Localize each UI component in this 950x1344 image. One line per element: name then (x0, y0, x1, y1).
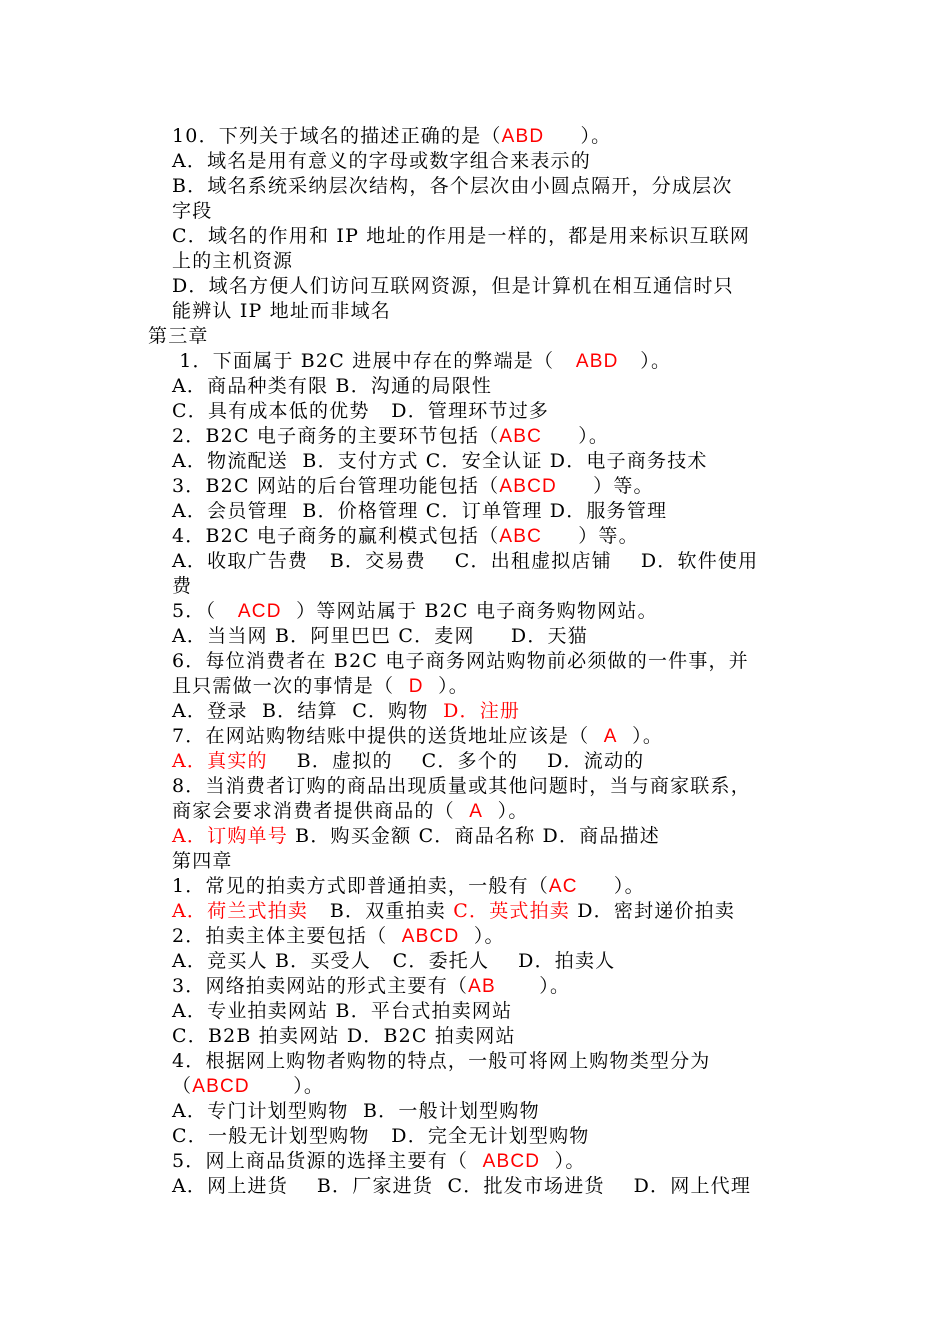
answer: ABCD (401, 926, 460, 947)
answer: A (469, 801, 484, 822)
option-line: A．当当网 B．阿里巴巴 C．麦网 D．天猫 (172, 625, 588, 647)
answer: ABC (499, 426, 542, 447)
question-stem: 2．B2C 电子商务的主要环节包括（ABC ）。 (172, 425, 610, 447)
option-line: A．订购单号 B．购买金额 C．商品名称 D．商品描述 (172, 825, 660, 847)
answer-option: D．注册 (443, 700, 521, 722)
answer: A (603, 726, 618, 747)
question-10-stem: 10．下列关于域名的描述正确的是（ABD ）。 (172, 125, 612, 147)
option-line: 费 (172, 575, 193, 597)
question-stem: 7．在网站购物结账中提供的送货地址应该是（ A ）。 (172, 725, 664, 747)
option-line: A．荷兰式拍卖 B．双重拍卖 C．英式拍卖 D．密封递价拍卖 (172, 900, 736, 922)
option-line: B．域名系统采纳层次结构，各个层次由小圆点隔开，分成层次 (172, 175, 733, 197)
answer: ABD (575, 351, 619, 372)
question-stem: 6．每位消费者在 B2C 电子商务网站购物前必须做的一件事，并 (172, 650, 749, 672)
option-line: C．B2B 拍卖网站 D．B2C 拍卖网站 (172, 1025, 516, 1047)
option-line: A．网上进货 B．厂家进货 C．批发市场进货 D．网上代理 (172, 1175, 752, 1197)
option-line: 字段 (172, 200, 213, 222)
chapter-4-title: 第四章 (172, 850, 233, 872)
answer-option: C．英式拍卖 (453, 900, 570, 922)
answer: ACD (237, 601, 282, 622)
answer: D (408, 676, 424, 697)
question-stem: 1．下面属于 B2C 进展中存在的弊端是（ ABD ）。 (172, 350, 672, 372)
answer: ABCD (482, 1151, 541, 1172)
option-line: 能辨认 IP 地址而非域名 (172, 300, 391, 322)
option-line: A．物流配送 B．支付方式 C．安全认证 D．电子商务技术 (172, 450, 708, 472)
question-stem: 5．网上商品货源的选择主要有（ ABCD ）。 (172, 1150, 586, 1172)
option-line: C．具有成本低的优势 D．管理环节过多 (172, 400, 550, 422)
question-stem: 2．拍卖主体主要包括（ ABCD ）。 (172, 925, 505, 947)
option-line: A．竞买人 B．买受人 C．委托人 D．拍卖人 (172, 950, 616, 972)
question-stem: （ABCD ）。 (172, 1075, 325, 1097)
answer-option: A．订购单号 (172, 825, 288, 847)
option-line: A．会员管理 B．价格管理 C．订单管理 D．服务管理 (172, 500, 668, 522)
answer-option: A．荷兰式拍卖 (172, 900, 309, 922)
option-line: A．专门计划型购物 B．一般计划型购物 (172, 1100, 540, 1122)
option-line: 上的主机资源 (172, 250, 294, 272)
answer: ABCD (192, 1076, 250, 1097)
option-line: C．一般无计划型购物 D．完全无计划型购物 (172, 1125, 590, 1147)
question-stem: 3．B2C 网站的后台管理功能包括（ABCD ）等。 (172, 475, 654, 497)
question-stem: 8．当消费者订购的商品出现质量或其他问题时，当与商家联系， (172, 775, 751, 797)
option-line: A．域名是用有意义的字母或数字组合来表示的 (172, 150, 591, 172)
question-stem: 4．B2C 电子商务的赢利模式包括（ABC ）等。 (172, 525, 639, 547)
option-line: A．收取广告费 B．交易费 C．出租虚拟店铺 D．软件使用 (172, 550, 759, 572)
option-line: A．登录 B．结算 C．购物 D．注册 (172, 700, 521, 722)
option-line: A．商品种类有限 B．沟通的局限性 (172, 375, 493, 397)
option-line: A．专业拍卖网站 B．平台式拍卖网站 (172, 1000, 513, 1022)
answer: ABC (499, 526, 542, 547)
answer: AC (548, 876, 578, 897)
question-stem: 4．根据网上购物者购物的特点，一般可将网上购物类型分为 (172, 1050, 711, 1072)
option-line: C．域名的作用和 IP 地址的作用是一样的，都是用来标识互联网 (172, 225, 751, 247)
answer: AB (468, 976, 496, 997)
answer: ABD (501, 126, 545, 147)
answer: ABCD (499, 476, 557, 497)
answer-option: A．真实的 (172, 750, 268, 772)
question-stem: 且只需做一次的事情是（ D ）。 (172, 675, 469, 697)
question-stem: 5．（ ACD ）等网站属于 B2C 电子商务购物网站。 (172, 600, 658, 622)
question-stem: 1．常见的拍卖方式即普通拍卖，一般有（AC ）。 (172, 875, 645, 897)
chapter-3-title: 第三章 (148, 325, 209, 347)
question-stem: 商家会要求消费者提供商品的（ A ）。 (172, 800, 529, 822)
option-line: A．真实的 B．虚拟的 C．多个的 D．流动的 (172, 750, 645, 772)
option-line: D．域名方便人们访问互联网资源，但是计算机在相互通信时只 (172, 275, 734, 297)
question-stem: 3．网络拍卖网站的形式主要有（AB ）。 (172, 975, 571, 997)
